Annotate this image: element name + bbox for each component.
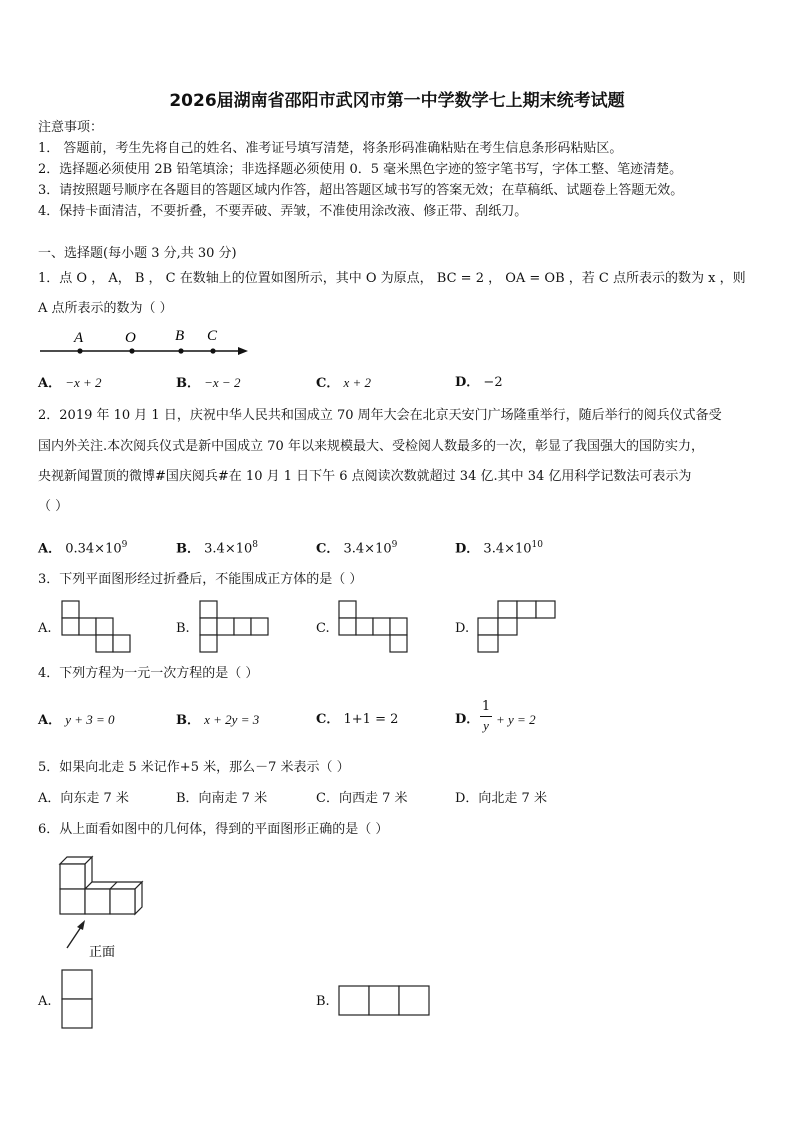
notice-heading: 注意事项：	[38, 120, 104, 135]
net-figure-a	[62, 601, 132, 653]
question-1-text: 1．点 O ， A， B ， C 在数轴上的位置如图所示，其中 O 为原点， BC = 2 ， OA = OB ，若 C 点所表示的数为 x ，则	[38, 271, 746, 286]
number-line-figure	[38, 326, 253, 360]
point-o	[129, 348, 134, 353]
point-b	[178, 348, 183, 353]
question-2-text: 2．2019 年 10 月 1 日，庆祝中华人民共和国成立 70 周年大会在北京天安门广场隆重举行，随后举行的阅兵仪式备受	[38, 408, 722, 423]
option-b[interactable]: B． −x − 2	[176, 375, 241, 391]
label-a: A	[74, 330, 84, 346]
option-c[interactable]: C． 1+1 = 2	[316, 712, 399, 727]
net-figure-c	[339, 601, 411, 653]
option-b-label[interactable]: B.	[176, 621, 190, 636]
option-a[interactable]: A． y + 3 = 0	[38, 712, 115, 728]
option-d[interactable]: D． $3.4\times 10^{10}$	[455, 540, 543, 557]
solid-figure	[55, 852, 150, 964]
option-b[interactable]: B． $3.4\times 10^8$	[176, 540, 258, 557]
fraction-bar	[480, 716, 492, 717]
option-a-label[interactable]: A.	[38, 994, 52, 1009]
view-figure-b	[339, 986, 431, 1018]
option-c-label[interactable]: C.	[316, 621, 330, 636]
front-view-label: 正面	[89, 945, 116, 960]
view-figure-a	[62, 970, 94, 1030]
question-3-text: 3．下列平面图形经过折叠后，不能围成正方体的是（ ）	[38, 572, 363, 587]
point-a	[77, 348, 82, 353]
notice-item: 4．保持卡面清洁，不要折叠，不要弄破、弄皱，不准使用涂改液、修正带、刮纸刀。	[38, 204, 528, 219]
question-6-text: 6．从上面看如图中的几何体，得到的平面图形正确的是（ ）	[38, 822, 389, 837]
label-b: B	[175, 328, 185, 344]
notice-item: 3．请按照题号顺序在各题目的答题区域内作答，超出答题区域书写的答案无效；在草稿纸、试题卷上答题无效。	[38, 183, 684, 198]
option-c[interactable]: C．向西走 7 米	[316, 791, 408, 806]
option-c[interactable]: C． $3.4\times 10^9$	[316, 540, 398, 557]
option-a-label[interactable]: A.	[38, 621, 52, 636]
option-d-expression: + y = 2	[496, 712, 536, 727]
notice-item: 1． 答题前，考生先将自己的姓名、准考证号填写清楚，将条形码准确粘贴在考生信息条形码粘贴区。	[38, 141, 623, 156]
option-a[interactable]: A． $0.34\times 10^9$	[38, 540, 128, 557]
option-b-label[interactable]: B.	[316, 994, 330, 1009]
section-heading: 一、选择题(每小题 3 分,共 30 分)	[38, 246, 237, 261]
option-a[interactable]: A． −x + 2	[38, 375, 102, 391]
option-b[interactable]: B． x + 2y = 3	[176, 712, 260, 728]
question-2-text: 国内外关注.本次阅兵仪式是新中国成立 70 年以来规模最大、受检阅人数最多的一次，彰显了我国强大的国防实力，	[38, 439, 704, 454]
option-d-label[interactable]: D.	[455, 621, 470, 636]
option-d[interactable]: D． −2	[455, 375, 503, 390]
label-o: O	[125, 330, 136, 346]
exam-title: 2026届湖南省邵阳市武冈市第一中学数学七上期末统考试题	[169, 91, 625, 111]
net-figure-d	[478, 601, 558, 653]
fraction-numerator: 1	[481, 699, 491, 714]
label-c: C	[207, 328, 218, 344]
option-d[interactable]: D．向北走 7 米	[455, 791, 547, 806]
point-c	[210, 348, 215, 353]
net-figure-b	[200, 601, 272, 653]
question-1-text: A 点所表示的数为（ ）	[38, 301, 173, 316]
notice-item: 2．选择题必须使用 2B 铅笔填涂；非选择题必须使用 0．5 毫米黑色字迹的签字笔书写，字体工整、笔迹清楚。	[38, 162, 683, 177]
option-c[interactable]: C． x + 2	[316, 375, 372, 391]
option-a[interactable]: A．向东走 7 米	[38, 791, 129, 806]
question-5-text: 5．如果向北走 5 米记作+5 米，那么－7 米表示（ ）	[38, 760, 350, 775]
question-2-text: （ ）	[38, 499, 69, 514]
question-2-text: 央视新闻置顶的微博#国庆阅兵#在 10 月 1 日下午 6 点阅读次数就超过 34 亿.其中 34 亿用科学记数法可表示为	[38, 469, 692, 484]
question-4-text: 4．下列方程为一元一次方程的是（ ）	[38, 666, 259, 681]
option-d[interactable]: D．	[455, 712, 480, 727]
fraction-denominator: y	[483, 718, 489, 733]
option-b[interactable]: B．向南走 7 米	[176, 791, 268, 806]
